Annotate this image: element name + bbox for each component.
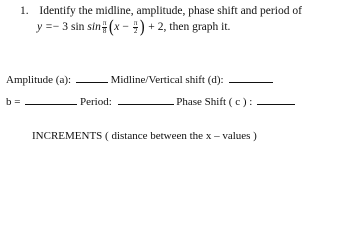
equation: [37, 18, 230, 36]
equation-neg: −: [52, 21, 60, 33]
amplitude-label: Amplitude (a):: [6, 74, 72, 86]
amplitude-row: [6, 72, 273, 87]
question-text: Identify the midline, amplitude, phase shift and period of: [39, 5, 302, 17]
fraction-1-denominator: 8: [102, 26, 107, 35]
phase-shift-blank[interactable]: [257, 94, 295, 105]
equation-constant: 2,: [157, 21, 167, 33]
question-number: 1.: [20, 5, 29, 17]
equation-fraction-2: [133, 20, 139, 35]
period-blank[interactable]: [118, 94, 174, 105]
midline-blank[interactable]: [229, 72, 273, 83]
fraction-2-denominator: 2: [133, 26, 138, 35]
equation-minus: −: [122, 21, 129, 33]
equation-variable: x: [114, 21, 120, 33]
equation-close-paren: ): [139, 16, 146, 38]
question-text-line: [20, 4, 302, 18]
equation-open-paren: (: [108, 16, 115, 38]
period-row: [6, 94, 295, 109]
equation-tail: then graph it.: [169, 21, 231, 33]
equation-sin-1: sin: [71, 21, 85, 33]
phase-shift-label: Phase Shift ( c ) :: [176, 96, 253, 108]
increments-label: INCREMENTS ( distance between the x – values ): [32, 130, 257, 142]
equation-lhs: y =: [37, 21, 53, 33]
b-label: b =: [6, 96, 21, 108]
midline-label: Midline/Vertical shift (d):: [110, 74, 224, 86]
fraction-2-numerator: π: [133, 18, 138, 27]
equation-fraction-1: [102, 20, 108, 35]
fraction-1-numerator: π: [102, 18, 107, 27]
amplitude-blank[interactable]: [76, 72, 108, 83]
equation-coef: 3: [62, 21, 68, 33]
period-label: Period:: [79, 96, 112, 108]
equation-sin-2: sin: [87, 21, 101, 33]
equation-plus: +: [148, 21, 155, 33]
b-blank[interactable]: [25, 94, 77, 105]
